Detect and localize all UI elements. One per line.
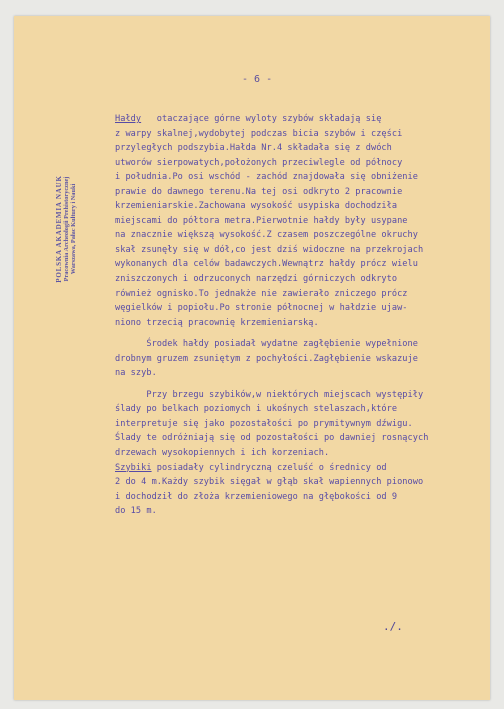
line-text: interpretuje się jako pozostałości po prymitywnym dźwigu.	[115, 418, 413, 429]
line-text: również ognisko.To jednakże nie zawierało zniczego prócz	[115, 288, 408, 299]
line-text: na szyb.	[115, 368, 157, 379]
line-text: zniszczonych i odrzuconych narzędzi górniczych odkryto	[115, 274, 398, 285]
text-line	[115, 490, 475, 505]
line-text: otaczające górne wyloty szybów składają się	[141, 114, 382, 124]
stamp-line-department: Pracownia Archeologii Prehistorycznej	[63, 176, 71, 282]
text-line	[115, 301, 475, 316]
text-line	[115, 185, 475, 200]
line-text: z warpy skalnej,wydobytej podczas bicia szybów i części	[115, 128, 403, 139]
text-line	[115, 243, 475, 258]
line-text: i południa.Po osi wschód - zachód znajdowała się obniżenie	[115, 172, 418, 183]
text-line	[115, 461, 475, 476]
paragraph-gap	[115, 330, 475, 337]
text-line	[115, 388, 475, 403]
text-line	[115, 228, 475, 243]
text-line	[115, 475, 475, 490]
line-text: krzemieniarskie.Zachowana wysokość usypiska dochodziła	[115, 201, 398, 212]
stamp-line-academy: POLSKA AKADEMIA NAUK	[55, 175, 63, 283]
line-text: i dochodził do złoża krzemieniowego na głębokości od 9	[115, 491, 398, 502]
body-text	[115, 112, 475, 519]
text-line	[115, 141, 475, 156]
heading-halds: Hałdy	[115, 114, 142, 124]
line-text: do 15 m.	[115, 506, 157, 517]
text-line	[115, 156, 475, 171]
line-text: Ślady te odróżniają się od pozostałości po dawniej rosnących	[115, 433, 429, 444]
paragraph-gap	[115, 381, 475, 388]
line-text: Przy brzegu szybików,w niektórych miejscach występiły	[115, 389, 424, 400]
text-line	[115, 504, 475, 519]
text-line	[115, 214, 475, 229]
text-line	[115, 170, 475, 185]
line-text: skał zsunęły się w dół,co jest dziś widoczne na przekrojach	[115, 244, 424, 255]
continuation-mark: ./.	[383, 620, 403, 633]
stamp-line-address: Warszawa, Pałac Kultury i Nauki	[70, 183, 78, 275]
text-line	[115, 287, 475, 302]
text-line	[115, 417, 475, 432]
line-text: niono trzecią pracownię krzemieniarską.	[115, 317, 319, 328]
text-line	[115, 337, 475, 352]
text-line	[115, 316, 475, 331]
text-line	[115, 366, 475, 381]
text-line	[115, 199, 475, 214]
document-page	[14, 16, 490, 700]
text-line	[115, 402, 475, 417]
text-line	[115, 112, 475, 127]
text-line	[115, 446, 475, 461]
line-text: prawie do dawnego terenu.Na tej osi odkryto 2 pracownie	[115, 186, 403, 197]
page-number: - 6 -	[242, 74, 273, 85]
line-text: ślady po belkach poziomych i ukośnych stelaszach,które	[115, 404, 398, 415]
text-line	[115, 272, 475, 287]
line-text: wykonanych dla celów badawczych.Wewnątrz hałdy prócz wielu	[115, 259, 418, 270]
text-line	[115, 257, 475, 272]
line-text: 2 do 4 m.Każdy szybik sięgał w głąb skał wapiennych pionowo	[115, 477, 424, 488]
institution-stamp	[56, 154, 78, 304]
line-text: utworów sierpowatych,położonych przeciwlegle od północy	[115, 157, 403, 168]
line-text: Środek hałdy posiadał wydatne zagłębienie wypełnione	[115, 339, 418, 350]
text-line	[115, 127, 475, 142]
heading-szybiki: Szybiki	[115, 462, 152, 473]
line-text: na znacznie większą wysokość.Z czasem poszczególne okruchy	[115, 230, 418, 241]
line-text: drobnym gruzem zsuniętym z pochyłości.Zagłębienie wskazuje	[115, 353, 418, 364]
line-text: drzewach wysokopiennych i ich korzeniach.	[115, 448, 330, 459]
line-text: posiadały cylindryczną czeluść o średnicy od	[151, 462, 387, 473]
line-text: węgielków i popiołu.Po stronie północnej w hałdzie ujaw-	[115, 303, 408, 314]
text-line	[115, 352, 475, 367]
line-text: przyległych podszybia.Hałda Nr.4 składała się z dwóch	[115, 143, 392, 154]
text-line	[115, 431, 475, 446]
line-text: miejscami do półtora metra.Pierwotnie hałdy były usypane	[115, 215, 408, 226]
